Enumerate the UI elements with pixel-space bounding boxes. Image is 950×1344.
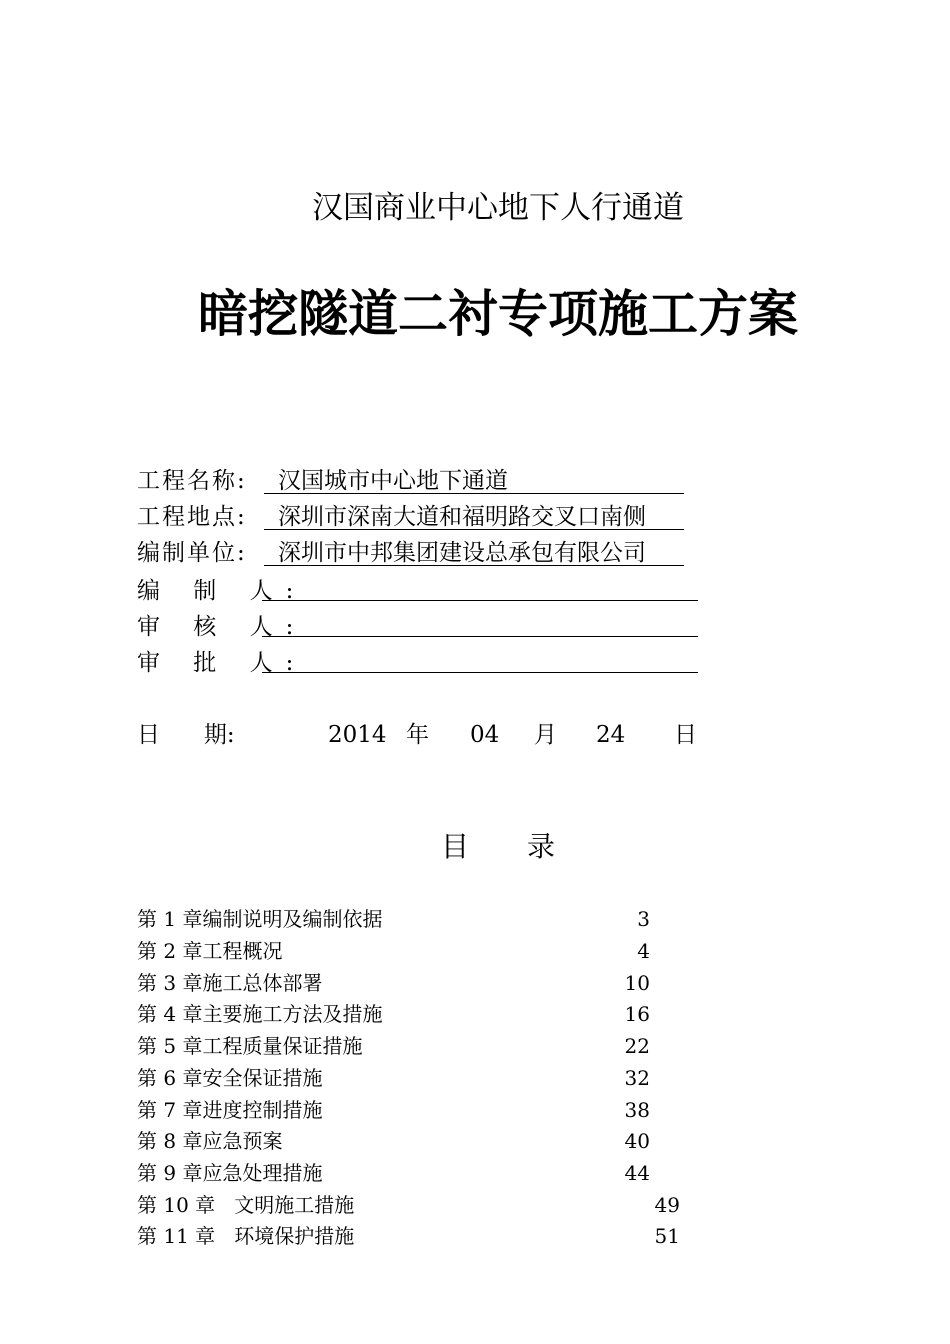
- toc-item-chapter[interactable]: 第 11 章 环境保护措施: [137, 1224, 355, 1248]
- reviewer-label: 审 核 人:: [137, 614, 307, 640]
- toc-item-page: 51: [654, 1224, 680, 1248]
- toc-item-chapter[interactable]: 第 10 章 文明施工措施: [137, 1193, 355, 1217]
- toc-item-chapter[interactable]: 第 8 章应急预案: [137, 1129, 283, 1153]
- toc-item-chapter[interactable]: 第 9 章应急处理措施: [137, 1161, 323, 1185]
- date-month-unit: 月: [534, 722, 557, 748]
- date-label: 日 期:: [137, 722, 235, 748]
- project-name-value: 汉国城市中心地下通道: [264, 466, 684, 494]
- toc-item-page: 32: [624, 1066, 650, 1090]
- date-day-unit: 日: [674, 722, 697, 748]
- toc-item-page: 3: [637, 907, 650, 931]
- date-day: 24: [596, 722, 626, 748]
- toc-item-chapter[interactable]: 第 5 章工程质量保证措施: [137, 1034, 363, 1058]
- date-year-unit: 年: [406, 722, 429, 748]
- date-month: 04: [470, 722, 500, 748]
- toc-item-chapter[interactable]: 第 4 章主要施工方法及措施: [137, 1002, 383, 1026]
- location-label: 工程地点:: [137, 504, 247, 530]
- toc-item-page: 4: [637, 939, 650, 963]
- approver-blank-line: [262, 672, 698, 673]
- preparer-label: 编 制 人:: [137, 578, 307, 604]
- toc-item-chapter[interactable]: 第 1 章编制说明及编制依据: [137, 907, 383, 931]
- reviewer-blank-line: [262, 636, 698, 637]
- toc-item-page: 22: [624, 1034, 650, 1058]
- preparer-blank-line: [262, 600, 698, 601]
- document-subtitle: 汉国商业中心地下人行通道: [312, 190, 684, 226]
- unit-label: 编制单位:: [137, 540, 247, 566]
- toc-item-page: 49: [654, 1193, 680, 1217]
- location-value: 深圳市深南大道和福明路交叉口南侧: [264, 502, 684, 530]
- project-name-label: 工程名称:: [137, 468, 247, 494]
- toc-title: 目录: [440, 830, 613, 863]
- toc-item-page: 38: [624, 1098, 650, 1122]
- toc-item-chapter[interactable]: 第 3 章施工总体部署: [137, 971, 323, 995]
- toc-item-page: 10: [624, 971, 650, 995]
- document-title: 暗挖隧道二衬专项施工方案: [198, 284, 798, 343]
- approver-label: 审 批 人:: [137, 650, 307, 676]
- toc-item-page: 16: [624, 1002, 650, 1026]
- toc-item-chapter[interactable]: 第 7 章进度控制措施: [137, 1098, 323, 1122]
- unit-value: 深圳市中邦集团建设总承包有限公司: [264, 538, 684, 566]
- toc-item-chapter[interactable]: 第 6 章安全保证措施: [137, 1066, 323, 1090]
- date-year: 2014: [328, 722, 387, 748]
- toc-item-page: 40: [624, 1129, 650, 1153]
- toc-item-chapter[interactable]: 第 2 章工程概况: [137, 939, 283, 963]
- toc-item-page: 44: [624, 1161, 650, 1185]
